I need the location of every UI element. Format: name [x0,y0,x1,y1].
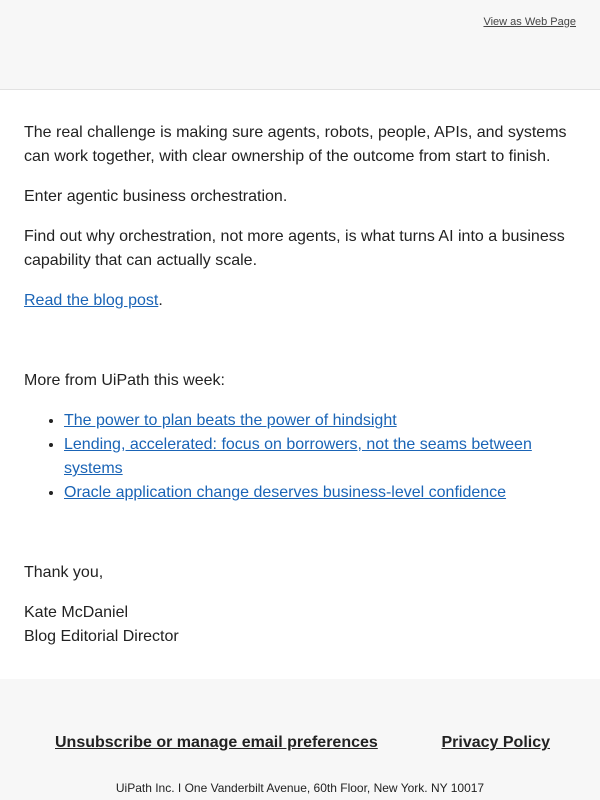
email-body [0,90,600,649]
intro-paragraph: The real challenge is making sure agents, robots, people, APIs, and systems can work together, with clear ownership of the outcome from start to finish. [24,124,567,165]
thanks-text: Thank you, [24,564,104,581]
orchestration-paragraph: Enter agentic business orchestration. [24,188,288,205]
more-link-oracle[interactable]: Oracle application change deserves business-level confidence [64,484,507,501]
header-bar [0,0,600,90]
signature-block [24,561,576,649]
read-blog-post-link[interactable]: Read the blog post [24,292,159,309]
more-link-plan[interactable]: The power to plan beats the power of hindsight [64,412,397,429]
signer-name: Kate McDaniel [24,604,129,621]
read-blog-line [24,289,576,313]
signer-title: Blog Editorial Director [24,628,179,645]
view-as-web-page-link[interactable]: View as Web Page [483,16,576,28]
spacer [24,329,576,369]
unsubscribe-link[interactable]: Unsubscribe or manage email preferences [55,734,378,751]
footer [0,679,600,800]
read-blog-period: . [158,292,163,309]
company-address: UiPath Inc. I One Vanderbilt Avenue, 60th Floor, New York. NY 10017 [115,781,485,795]
list-item [64,433,576,481]
more-links-list [24,409,576,505]
list-item [64,481,576,505]
list-item [64,409,576,433]
privacy-policy-link[interactable]: Privacy Policy [441,734,550,751]
more-heading: More from UiPath this week: [24,372,225,389]
more-link-lending[interactable]: Lending, accelerated: focus on borrowers, not the seams between systems [64,436,532,477]
scale-paragraph: Find out why orchestration, not more agents, is what turns AI into a business capability that can actually scale. [24,228,565,269]
